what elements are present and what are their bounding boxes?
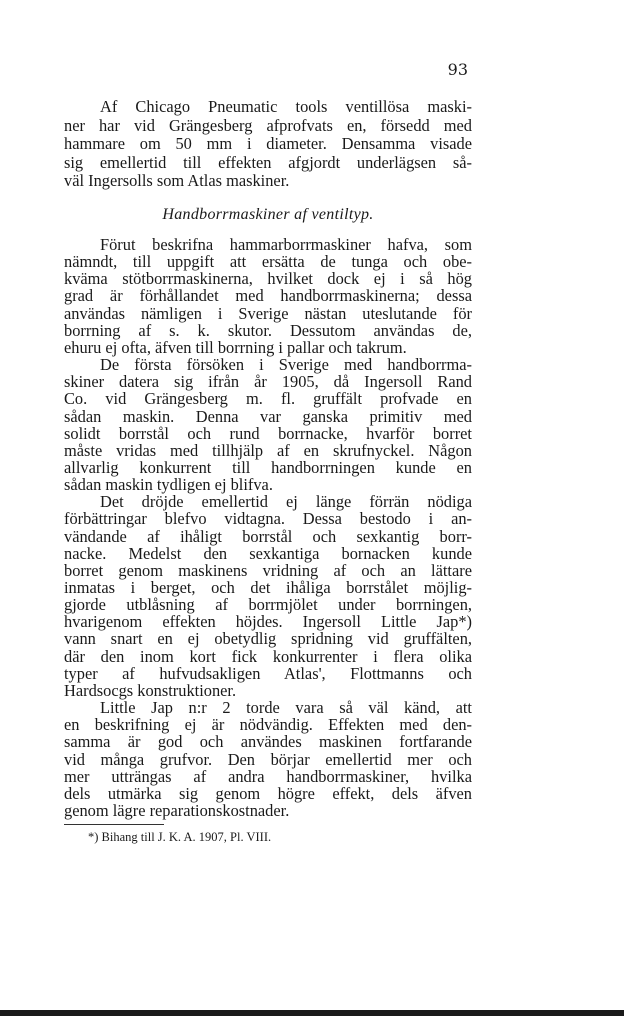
footnote: *) Bihang till J. K. A. 1907, Pl. VIII. <box>88 830 272 844</box>
paragraph-1-line: borrning af s. k. skutor. Dessutom användas de, <box>64 321 472 340</box>
paragraph-3-line: hvarigenom effekten höjdes. Ingersoll Little Jap*) <box>64 613 472 632</box>
paragraph-1-line: användas nämligen i Sverige nästan uteslutande för <box>64 304 472 323</box>
page-number: 93 <box>447 60 468 79</box>
paragraph-2-line: skiner datera sig ifrån år 1905, då Ingersoll Rand <box>64 373 472 392</box>
paragraph-3-line: typer af hufvudsakligen Atlas', Flottmanns och <box>64 664 472 683</box>
paragraph-2-line: sådan maskin tydligen ej blifva. <box>64 476 273 495</box>
intro-line: hammare om 50 mm i diameter. Densamma visade <box>64 134 472 154</box>
paragraph-1-line: Förut beskrifna hammarborrmaskiner hafva, som <box>100 236 472 254</box>
paragraph-3-line: gjorde utblåsning af borrmjölet under borrningen, <box>64 596 472 615</box>
paragraph-2-line: sådan maskin. Denna var ganska primitiv med <box>64 407 472 426</box>
paragraph-3-line: förbättringar blefvo vidtagna. Dessa bestodo i an- <box>64 510 472 529</box>
intro-line: ner har vid Grängesberg afprofvats en, försedd med <box>64 115 472 135</box>
paragraph-2-line: De första försöken i Sverige med handborrma- <box>100 356 472 375</box>
intro-line: sig emellertid till effekten afgjordt underlägsen så- <box>64 152 472 172</box>
intro-line: Af Chicago Pneumatic tools ventillösa maski- <box>100 97 472 116</box>
paragraph-4-line: vid många grufvor. Den börjar emellertid mer och <box>64 750 472 769</box>
paragraph-4-line: dels utmärka sig genom högre effekt, dels äfven <box>64 784 472 803</box>
paragraph-3-line: där den inom kort fick konkurrenter i flera olika <box>64 647 472 666</box>
intro-line: väl Ingersolls som Atlas maskiner. <box>64 171 290 191</box>
paragraph-1-line: ehuru ej ofta, äfven till borrning i pallar och takrum. <box>64 338 407 357</box>
paragraph-2-line: allvarlig konkurrent till handborrningen kunde en <box>64 458 472 477</box>
paragraph-1-line: grad är förhållandet med handborrmaskinerna; dessa <box>64 287 472 306</box>
section-heading: Handborrmaskiner af ventiltyp. <box>162 206 374 223</box>
paragraph-1-line: nämndt, till uppgift att ersätta de tunga och obe- <box>64 253 472 272</box>
paragraph-4-line: Little Jap n:r 2 torde vara så väl känd, att <box>100 699 472 718</box>
paragraph-1-line: kväma stötborrmaskinerna, hvilket dock ej i så hög <box>64 270 472 289</box>
paragraph-2-line: solidt borrstål och rund borrnacke, hvarför borret <box>64 424 472 443</box>
paragraph-3-line: Det dröjde emellertid ej länge förrän nödiga <box>100 493 472 512</box>
paragraph-4-line: genom lägre reparationskostnader. <box>64 802 290 820</box>
paragraph-3-line: vändande af ihåligt borrstål och sexkantig borr- <box>64 527 472 546</box>
paragraph-3-line: inmatas i berget, och det ihåliga borrstålet möjlig- <box>64 579 472 598</box>
paragraph-3-line: nacke. Medelst den sexkantiga bornacken kunde <box>64 544 472 563</box>
paragraph-4-line: mer utträngas af andra handborrmaskiner, hvilka <box>64 767 472 786</box>
scan-bottom-edge <box>0 1010 624 1016</box>
paragraph-2-line: Co. vid Grängesberg m. fl. gruffält profvade en <box>64 390 472 409</box>
paragraph-2-line: måste vridas med tillhjälp af en skrufnyckel. Någon <box>64 441 472 460</box>
paragraph-3-line: Hardsocgs konstruktioner. <box>64 681 237 700</box>
footnote-rule <box>64 824 164 825</box>
paragraph-4-line: samma är god och användes maskinen fortfarande <box>64 733 472 752</box>
paragraph-4-line: en beskrifning ej är nödvändig. Effekten med den- <box>64 716 472 735</box>
paragraph-3-line: vann snart en ej obetydlig spridning vid gruffälten, <box>64 630 472 649</box>
paragraph-3-line: borret genom maskinens vridning af och an lättare <box>64 561 472 580</box>
